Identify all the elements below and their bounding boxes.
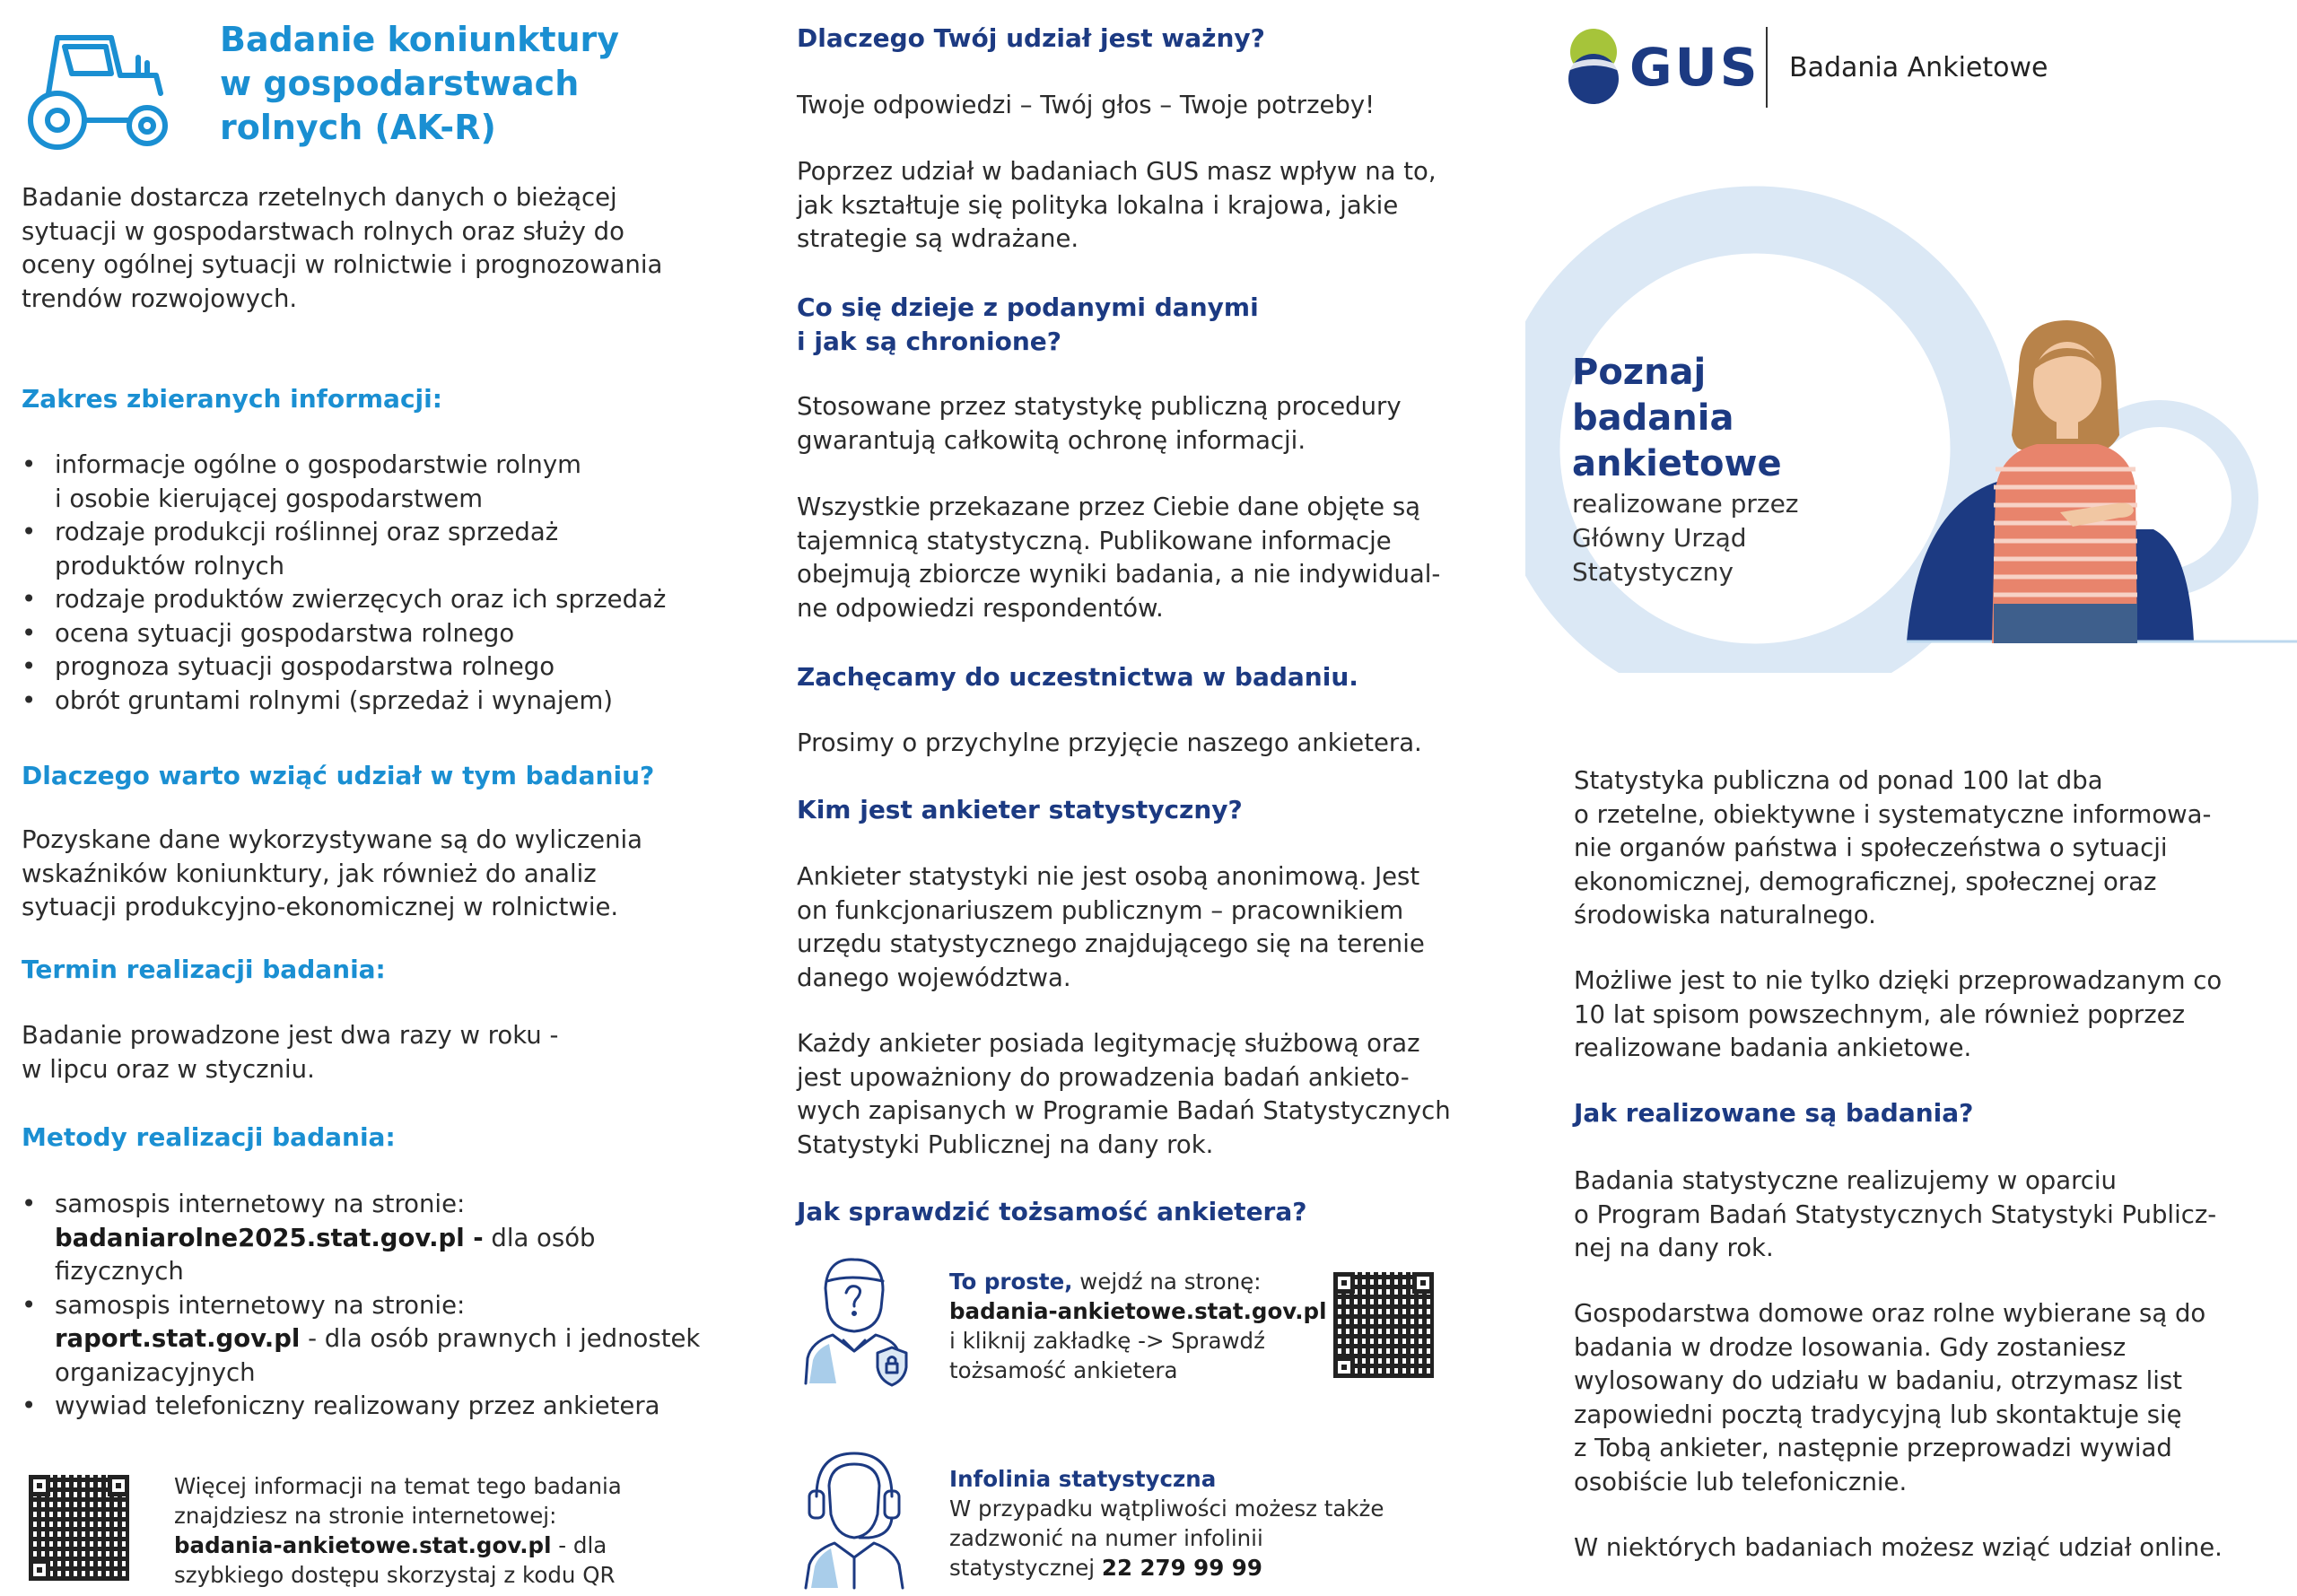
text-line: Twoje odpowiedzi – Twój głos – Twoje potrzeby! — [797, 91, 1376, 119]
gus-logo-icon — [1561, 27, 1626, 106]
list-item: • informacje ogólne o gospodarstwie rolnym i osobie kierującej gospodarstwem — [22, 449, 703, 516]
text-line: W niektórych badaniach możesz wziąć udział online. — [1574, 1533, 2223, 1562]
section-heading: Dlaczego Twój udział jest ważny? — [797, 23, 1265, 53]
list-item: • wywiad telefoniczny realizowany przez ankietera — [22, 1390, 703, 1424]
woman-photo — [1974, 318, 2153, 643]
text-line: oceny ogólnej sytuacji w rolnictwie i prognozowania — [22, 250, 663, 279]
page-title — [220, 18, 686, 150]
report-url[interactable]: raport.stat.gov.pl — [55, 1324, 301, 1353]
text-line: Pozyskane dane wykorzystywane są do wyliczenia — [22, 825, 642, 854]
verify-url[interactable]: badania-ankietowe.stat.gov.pl — [949, 1298, 1327, 1324]
why-heading: Dlaczego warto wziąć udział w tym badaniu? — [22, 761, 655, 790]
footer-url[interactable]: badania-ankietowe.stat.gov.pl — [174, 1532, 552, 1558]
hero-text — [1572, 350, 1877, 589]
interviewer-id-icon — [797, 1252, 913, 1387]
logo-text: GUS — [1629, 37, 1760, 98]
list-item: • samospis internetowy na stronie: raport.stat.gov.pl - dla osób prawnych i jednostek organizacyjnych — [22, 1289, 703, 1391]
paragraph: Stosowane przez statystykę publiczną procedury gwarantują całkowitą ochronę informacji. — [797, 392, 1402, 455]
text-line: wskaźników koniunktury, jak również do analiz — [22, 859, 597, 888]
text-line: Więcej informacji na temat tego badania — [174, 1473, 622, 1499]
logo-caption: Badania Ankietowe — [1789, 52, 2048, 83]
text-line: Prosimy o przychylne przyjęcie naszego ankietera. — [797, 728, 1422, 757]
section-heading: Jak realizowane są badania? — [1574, 1098, 1974, 1128]
hotline-phone[interactable]: 22 279 99 99 — [1101, 1555, 1262, 1581]
paragraph: Badania statystyczne realizujemy w oparciu o Program Badań Statystycznych Statystyki Publicz- nej na dany rok. — [1574, 1166, 2217, 1262]
text-line: sytuacji produkcyjno-ekonomicznej w rolnictwie. — [22, 893, 619, 921]
footer-info: Więcej informacji na temat tego badania znajdziesz na stronie internetowej: badania-ankietowe.stat.gov.pl - dla szybkiego dostępu skorzystaj z kodu QR — [174, 1471, 712, 1590]
text-line: Badanie prowadzone jest dwa razy w roku - — [22, 1021, 559, 1050]
paragraph: Gospodarstwa domowe oraz rolne wybierane są do badania w drodze losowania. Gdy zostaniesz wylosowany do udziału w badaniu, otrzymasz list zapowiedni pocztą tradycyjną lub skontaktuje się z Tobą ankieter, następnie przeprowadzi wywiad osobiście lub telefonicznie. — [1574, 1299, 2206, 1496]
intro-text — [22, 181, 662, 316]
hotline-title: Infolinia statystyczna — [949, 1466, 1217, 1492]
paragraph: Każdy ankieter posiada legitymację służbową oraz jest upoważniony do prowadzenia badań ankieto- wych zapisanych w Programie Badań Statystycznych Statystyki Publicznej na dany rok. — [797, 1029, 1451, 1159]
methods-list — [22, 1188, 703, 1424]
hotline-info: Infolinia statystyczna W przypadku wątpliwości możesz także zadzwonić na numer infolinii statystycznej 22 279 99 99 — [949, 1464, 1398, 1583]
section-heading: Kim jest ankieter statystyczny? — [797, 795, 1243, 824]
text-line: trendów rozwojowych. — [22, 283, 298, 313]
verify-info: To proste, wejdź na stronę: badania-ankietowe.stat.gov.pl i kliknij zakładkę -> Sprawdź tożsamość ankietera — [949, 1269, 1327, 1383]
list-item: • rodzaje produktów zwierzęcych oraz ich sprzedaż — [22, 583, 703, 617]
section-heading: Jak sprawdzić tożsamość ankietera? — [797, 1197, 1307, 1226]
paragraph: Statystyka publiczna od ponad 100 lat dba o rzetelne, obiektywne i systematyczne informowa- nie organów państwa i społeczeństwa o sytuacji ekonomicznej, demograficznej, społecznej oraz środowiska naturalnego. — [1574, 766, 2212, 929]
section-heading: Zachęcamy do uczestnictwa w badaniu. — [797, 662, 1358, 692]
text-line: Badanie dostarcza rzetelnych danych o bieżącej — [22, 183, 617, 212]
why-text — [22, 824, 642, 925]
paragraph: Możliwe jest to nie tylko dzięki przeprowadzanym co 10 lat spisom powszechnym, ale również poprzez realizowane badania ankietowe. — [1574, 966, 2223, 1062]
term-text — [22, 1019, 558, 1086]
paragraph: Poprzez udział w badaniach GUS masz wpływ na to, jak kształtuje się polityka lokalna i krajowa, jakie strategie są wdrażane. — [797, 157, 1437, 253]
list-item: • obrót gruntami rolnymi (sprzedaż i wynajem) — [22, 685, 703, 719]
hero-title-line: Poznaj badania — [1572, 352, 1734, 439]
hero-sub-line: realizowane przez — [1572, 489, 1799, 519]
text-line: w lipcu oraz w styczniu. — [22, 1054, 315, 1084]
scope-list — [22, 449, 703, 718]
title-line: w gospodarstwach — [220, 64, 580, 103]
hero-title-line: ankietowe — [1572, 443, 1782, 484]
list-item: • ocena sytuacji gospodarstwa rolnego — [22, 617, 703, 651]
list-item: • samospis internetowy na stronie: badaniarolne2025.stat.gov.pl - dla osób fizycznych — [22, 1188, 703, 1289]
tractor-icon — [22, 31, 174, 152]
hero-sub-line: Główny Urząd — [1572, 523, 1747, 553]
right-panel — [1525, 0, 2297, 1596]
survey-url[interactable]: badaniarolne2025.stat.gov.pl - — [55, 1223, 484, 1252]
list-item: • rodzaje produkcji roślinnej oraz sprzedaż produktów rolnych — [22, 516, 703, 583]
section-heading: Co się dzieje z podanymi danymi i jak są chronione? — [797, 292, 1259, 356]
text-line: znajdziesz na stronie internetowej: — [174, 1503, 557, 1529]
qr-code[interactable] — [29, 1475, 129, 1581]
logo-divider — [1766, 27, 1768, 108]
paragraph: Ankieter statystyki nie jest osobą anonimową. Jest on funkcjonariuszem publicznym – pracownikiem urzędu statystycznego znajdującego się na terenie danego województwa. — [797, 862, 1425, 992]
methods-heading: Metody realizacji badania: — [22, 1122, 396, 1152]
hero-sub-line: Statystyczny — [1572, 557, 1734, 587]
paragraph: Wszystkie przekazane przez Ciebie dane objęte są tajemnicą statystyczną. Publikowane informacje obejmują zbiorcze wyniki badania, a nie indywidual- ne odpowiedzi respondentów. — [797, 493, 1441, 623]
scope-heading: Zakres zbieranych informacji: — [22, 384, 442, 414]
title-line: rolnych (AK-R) — [220, 108, 496, 147]
list-item: • prognoza sytuacji gospodarstwa rolnego — [22, 650, 703, 685]
text-line: szybkiego dostępu skorzystaj z kodu QR — [174, 1562, 616, 1588]
headset-icon — [797, 1446, 913, 1590]
title-line: Badanie koniunktury — [220, 20, 620, 59]
qr-code[interactable] — [1333, 1272, 1434, 1378]
term-heading: Termin realizacji badania: — [22, 955, 386, 984]
text-line: sytuacji w gospodarstwach rolnych oraz służy do — [22, 216, 624, 246]
